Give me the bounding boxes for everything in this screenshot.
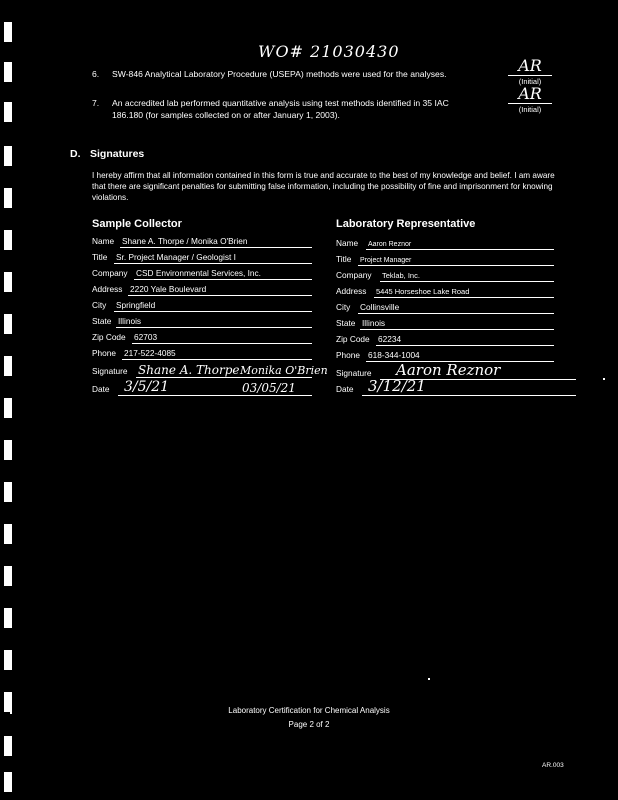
hole-punch-mark <box>4 314 12 334</box>
field-value: 618-344-1004 <box>368 350 420 360</box>
collector-zip-field <box>92 330 312 344</box>
hole-punch-mark <box>4 272 12 292</box>
item-number: 6. <box>92 69 100 79</box>
lab-city-field <box>336 300 554 314</box>
hole-punch-mark <box>4 736 12 756</box>
hole-punch-mark <box>4 650 12 670</box>
initial-line <box>508 103 552 104</box>
field-line <box>132 343 312 344</box>
field-line <box>114 263 312 264</box>
hole-punch-mark <box>4 482 12 502</box>
section-letter: D. <box>70 148 81 160</box>
field-line <box>366 249 554 250</box>
field-label: Address <box>336 286 367 296</box>
hole-punch-mark <box>4 772 12 792</box>
lab-company-field <box>336 268 554 282</box>
initial-label: (Initial) <box>518 77 542 86</box>
field-value: 2220 Yale Boulevard <box>130 284 207 294</box>
field-value: Collinsville <box>360 302 400 312</box>
field-line <box>358 265 554 266</box>
field-line <box>116 327 312 328</box>
field-value: 62234 <box>378 334 402 344</box>
initial-mark: AR <box>518 84 542 103</box>
lab-rep-heading: Laboratory Representative <box>336 218 476 230</box>
field-line <box>360 329 554 330</box>
collector-name-field <box>92 234 312 248</box>
handwritten-signature: Aaron Reznor <box>396 361 501 379</box>
item-7 <box>92 97 512 123</box>
handwritten-work-order: WO# 21030430 <box>258 42 400 61</box>
hole-punch-mark <box>4 524 12 544</box>
field-label: State <box>92 316 112 326</box>
lab-state-field <box>336 316 554 330</box>
field-label: City <box>336 302 351 312</box>
initial-box-6 <box>508 58 552 86</box>
field-label: Company <box>336 270 372 280</box>
hole-punch-mark <box>4 398 12 418</box>
hole-punch-mark <box>4 608 12 628</box>
item-text: 186.180 (for samples collected on or after January 1, 2003). <box>112 110 340 120</box>
field-value: Illinois <box>362 318 386 328</box>
field-label: City <box>92 300 107 310</box>
initial-line <box>508 75 552 76</box>
collector-date-field <box>92 378 312 396</box>
item-text: An accredited lab performed quantitative analysis using test methods identified in 35 IAC <box>112 98 449 108</box>
affirmation-paragraph: I hereby affirm that all information contained in this form is true and accurate to the best of my knowledge and belief. I am aware that there are significant penalties for submitting false information, including the possibility of fine and imprisonment for knowing violations. <box>92 171 555 202</box>
field-value: Springfield <box>116 300 156 310</box>
sample-collector-heading: Sample Collector <box>92 218 182 230</box>
field-line <box>120 247 312 248</box>
field-label: Zip Code <box>92 332 126 342</box>
hole-punch-mark <box>4 356 12 376</box>
field-line <box>374 297 554 298</box>
lab-phone-field <box>336 348 554 362</box>
field-label: Signature <box>92 366 128 376</box>
field-value: 217-522-4085 <box>124 348 176 358</box>
field-label: Address <box>92 284 123 294</box>
field-line <box>114 311 312 312</box>
field-line <box>118 395 312 396</box>
field-label: Zip Code <box>336 334 370 344</box>
lab-title-field <box>336 252 554 266</box>
field-label: Phone <box>336 350 360 360</box>
field-value: Project Manager <box>360 257 412 264</box>
bates-number: AR.003 <box>542 762 564 769</box>
collector-state-field <box>92 314 312 328</box>
field-value: 62703 <box>134 332 158 342</box>
item-text: SW-846 Analytical Laboratory Procedure (USEPA) methods were used for the analyses. <box>112 69 447 79</box>
hole-punch-mark <box>4 230 12 250</box>
field-value: 5445 Horseshoe Lake Road <box>376 287 470 296</box>
item-number: 7. <box>92 98 100 108</box>
lab-name-field <box>336 236 554 250</box>
field-line <box>380 281 554 282</box>
collector-city-field <box>92 298 312 312</box>
handwritten-signature: Monika O'Brien <box>240 364 328 377</box>
collector-phone-field <box>92 346 312 360</box>
field-label: State <box>336 318 356 328</box>
field-line <box>362 395 576 396</box>
scan-speck <box>603 378 605 380</box>
field-label: Title <box>92 252 108 262</box>
field-label: Signature <box>336 368 372 378</box>
scan-speck <box>428 678 430 680</box>
scan-speck <box>10 712 12 714</box>
collector-company-field <box>92 266 312 280</box>
hole-punch-mark <box>4 566 12 586</box>
field-label: Date <box>92 384 110 394</box>
handwritten-signature: Shane A. Thorpe <box>138 363 240 377</box>
hole-punch-mark <box>4 146 12 166</box>
field-label: Name <box>336 238 359 248</box>
collector-title-field <box>92 250 312 264</box>
section-heading <box>70 148 144 160</box>
field-value: Sr. Project Manager / Geologist I <box>116 252 236 262</box>
field-line <box>376 345 554 346</box>
field-line <box>358 313 554 314</box>
collector-address-field <box>92 282 312 296</box>
field-value: Illinois <box>118 316 142 326</box>
collector-signature-field <box>92 360 328 378</box>
hole-punch-mark <box>4 62 12 82</box>
footer-title: Laboratory Certification for Chemical Analysis <box>228 706 390 715</box>
field-label: Company <box>92 268 128 278</box>
field-line <box>134 279 312 280</box>
lab-address-field <box>336 284 554 298</box>
lab-date-field <box>336 378 576 396</box>
initial-mark: AR <box>518 56 542 75</box>
section-title: Signatures <box>90 148 145 160</box>
lab-zip-field <box>336 332 554 346</box>
initial-label: (Initial) <box>518 105 542 114</box>
hole-punch-mark <box>4 102 12 122</box>
initial-box-7 <box>508 86 552 114</box>
field-line <box>128 295 312 296</box>
handwritten-date: 3/12/21 <box>368 377 426 395</box>
handwritten-date: 3/5/21 <box>124 379 170 395</box>
field-value: CSD Environmental Services, Inc. <box>136 268 261 278</box>
field-label: Date <box>336 384 354 394</box>
field-value: Teklab, Inc. <box>382 271 420 280</box>
field-label: Name <box>92 236 115 246</box>
handwritten-date: 03/05/21 <box>242 381 296 395</box>
field-label: Phone <box>92 348 116 358</box>
field-value: Aaron Reznor <box>368 241 412 248</box>
hole-punch-mark <box>4 188 12 208</box>
hole-punch-mark <box>4 440 12 460</box>
page-number: Page 2 of 2 <box>288 720 330 729</box>
hole-punch-mark <box>4 22 12 42</box>
field-value: Shane A. Thorpe / Monika O'Brien <box>122 236 248 246</box>
field-label: Title <box>336 254 352 264</box>
